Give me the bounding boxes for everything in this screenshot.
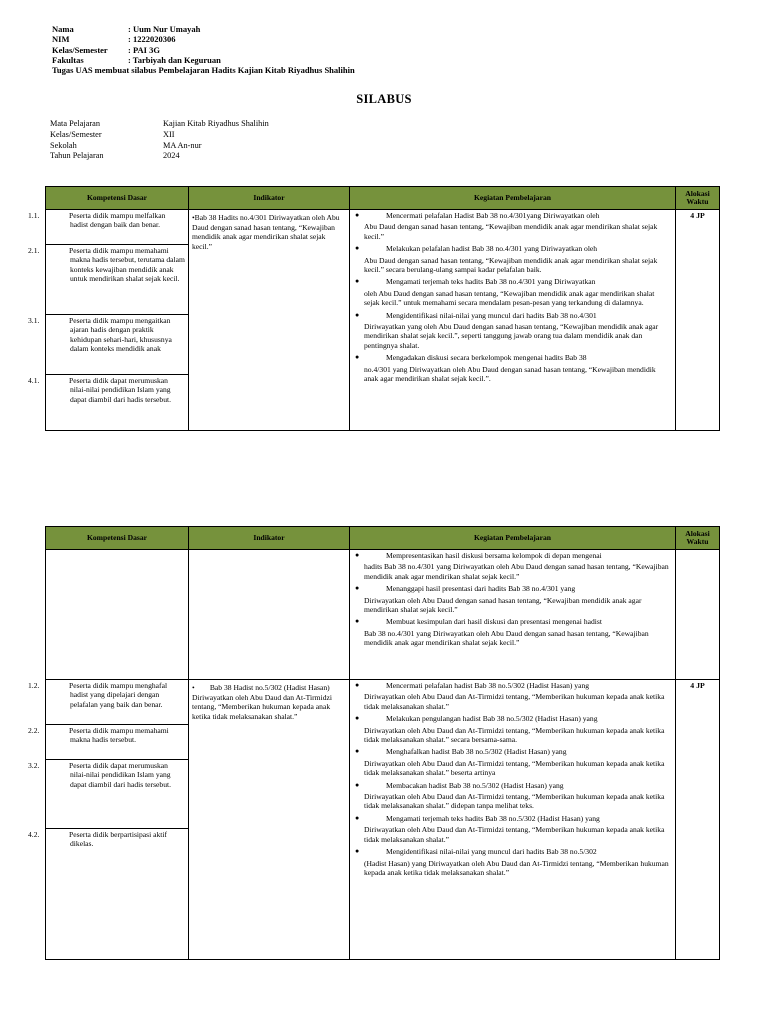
kegiatan-cell — [350, 680, 676, 960]
col-alokasi: Alokasi Waktu — [676, 527, 720, 550]
kd-item: 1.2. Peserta didik mampu menghafal hadist yang dipelajari dengan pelafalan yang baik dan benar. — [46, 680, 188, 725]
info-row: Tahun Pelajaran 2024 — [50, 151, 180, 161]
bullet-icon: ● — [355, 244, 360, 253]
kegiatan-cell — [350, 550, 676, 680]
indikator-cell: •Bab 38 Hadits no.4/301 Diriwayatkan oleh Abu Daud dengan sanad hasan tentang, “Kewajiban mendidik anak agar mendirikan shalat sejak kecil.” — [189, 210, 350, 431]
kd-item: 3.2. Peserta didik dapat merumuskan nilai-nilai pendidikan Islam yang dapat diambil dari hadis tersebut. — [46, 760, 188, 829]
col-alokasi: Alokasi Waktu — [676, 187, 720, 210]
kegiatan-item: ● Mempresentasikan hasil diskusi bersama kelompok di depan mengenai hadits Bab 38 no.4/301 yang Diriwayatkan oleh Abu Daud dengan sanad hasan tentang, “Kewajiban mendidik anak agar mendirikan shalat sejak kecil.” — [355, 551, 669, 581]
indikator-cell — [189, 550, 350, 680]
alokasi-cell: 4 JP — [676, 210, 720, 431]
col-kegiatan: Kegiatan Pembelajaran — [350, 527, 676, 550]
header-row: Nama : Uum Nur Umayah — [52, 24, 201, 34]
header-row: Kelas/Semester : PAI 3G — [52, 44, 160, 55]
bullet-icon: ● — [355, 714, 360, 723]
kegiatan-item: ● Melakukan pelafalan hadist Bab 38 no.4/301 yang Diriwayatkan oleh Abu Daud dengan sanad hasan tentang, “Kewajiban mendidik anak agar mendirikan shalat sejak kecil.” secara berulang-ulang sampai kadar pelafalan baik. — [355, 244, 658, 275]
bullet-icon: ● — [355, 353, 360, 362]
kd-item: 2.2. Peserta didik mampu memahami makna hadis tersebut. — [46, 725, 188, 760]
indikator-cell: • Bab 38 Hadist no.5/302 (Hadist Hasan) Diriwayatkan oleh Abu Daud dan At-Tirmidzi tentang, “Memberikan hukuman kepada anak ketika tidak melaksanakan shalat.” — [189, 680, 350, 960]
kegiatan-item: ● Membacakan hadist Bab 38 no.5/302 (Hadist Hasan) yang Diriwayatkan oleh Abu Daud dan At-Tirmidzi tentang, “Memberikan hukuman kepada anak ketika tidak melaksanakan shalat.” didepan tanpa melihat teks. — [355, 780, 665, 811]
kd-item: 4.1. Peserta didik dapat merumuskan nilai-nilai pendidikan Islam yang dapat diambil dari hadis tersebut. — [28, 376, 172, 404]
table-header-row — [46, 527, 720, 550]
kegiatan-cell — [350, 210, 676, 431]
kompetensi-cell — [28, 210, 189, 431]
bullet-icon: ● — [355, 617, 360, 626]
kegiatan-item: ● Melakukan pengulangan hadist Bab 38 no.5/302 (Hadist Hasan) yang Diriwayatkan oleh Abu Daud dan At-Tirmidzi tentang, “Memberikan hukuman kepada anak ketika tidak melaksanakan shalat.” secara bersama-sama. — [355, 714, 665, 745]
bullet-icon: ● — [355, 277, 360, 286]
header-row: NIM : 1222020306 — [52, 34, 176, 45]
alokasi-cell: 4 JP — [676, 680, 720, 960]
kegiatan-item: ● Mengidentifikasi nilai-nilai yang muncul dari hadits Bab 38 no.4/301 Diriwayatkan yang oleh Abu Daud dengan sanad hasan tentang, “Kewajiban mendidik anak agar mendirikan shalat sejak kecil.”, seperti tanggung jawab orang tua dalam mendidik anak dan pentingnya shalat. — [355, 310, 659, 350]
bullet-icon: ● — [355, 211, 360, 219]
kegiatan-item: ● Mengidentifikasi nilai-nilai yang muncul dari hadits Bab 38 no.5/302 (Hadist Hasan) yang Diriwayatkan oleh Abu Daud dan At-Tirmidzi tentang, “Memberikan hukuman kepada anak ketika tidak melaksanakan shalat.” — [355, 847, 669, 877]
kegiatan-item: ● Mengamati terjemah teks hadits Bab 38 no.5/302 (Hadist Hasan) yang Diriwayatkan oleh Abu Daud dan At-Tirmidzi tentang, “Memberikan hukuman kepada anak ketika tidak melaksanakan shalat.” — [355, 813, 665, 844]
info-row: Sekolah MA An-nur — [50, 140, 202, 150]
kegiatan-item: ● Menanggapi hasil presentasi dari hadits Bab 38 no.4/301 yang Diriwayatkan oleh Abu Daud dengan sanad hasan tentang, “Kewajiban mendidik anak agar mendirikan shalat sejak kecil.” — [355, 584, 642, 615]
col-indikator: Indikator — [189, 527, 350, 550]
col-kompetensi: Kompetensi Dasar — [46, 527, 189, 550]
page-title: SILABUS — [356, 92, 412, 106]
bullet-icon: ● — [355, 310, 360, 319]
course-info — [50, 119, 269, 162]
kd-item: 2.1. Peserta didik mampu memahami makna hadis tersebut, terutama dalam konteks kewajiban mendidik anak untuk mendirikan shalat sejak kecil. — [46, 245, 188, 315]
col-indikator: Indikator — [189, 187, 350, 210]
kegiatan-item: ● Membuat kesimpulan dari hasil diskusi dan presentasi mengenai hadist Bab 38 no.4/301 yang Diriwayatkan oleh Abu Daud dengan sanad hasan tentang, “Kewajiban mendidik anak agar mendirikan shalat sejak kecil.” — [355, 617, 649, 648]
bullet-icon: ● — [355, 551, 360, 559]
kegiatan-item: ● Mengadakan diskusi secara berkelompok mengenai hadits Bab 38 no.4/301 yang Diriwayatkan oleh Abu Daud dengan sanad hasan tentang, “Kewajiban mendidik anak agar mendirikan shalat sejak kecil.”. — [355, 353, 656, 384]
col-kegiatan: Kegiatan Pembelajaran — [350, 187, 676, 210]
student-header — [52, 24, 355, 75]
kegiatan-item: ● Mencermati pelafalan hadist Bab 38 no.5/302 (Hadist Hasan) yang Diriwayatkan oleh Abu Daud dan At-Tirmidzi tentang, “Memberikan hukuman kepada anak ketika tidak melaksanakan shalat.” — [355, 681, 665, 711]
kd-item: 1.1. Peserta didik mampu melfalkan hadist dengan baik dan benar. — [46, 210, 188, 245]
col-kompetensi: Kompetensi Dasar — [46, 187, 189, 210]
kegiatan-item: ● Menghafalkan hadist Bab 38 no.5/302 (Hadist Hasan) yang Diriwayatkan oleh Abu Daud dan At-Tirmidzi tentang, “Memberikan hukuman kepada anak ketika tidak melaksanakan shalat.” beserta artinya — [355, 747, 665, 778]
table-row — [46, 210, 720, 431]
kd-item: 4.2. Peserta didik berpartisipasi aktif dikelas. — [28, 830, 168, 849]
kegiatan-item: ● Mencermati pelafalan Hadist Bab 38 no.4/301yang Diriwayatkan oleh Abu Daud dengan sanad hasan tentang, “Kewajiban mendidik anak agar mendirikan shalat sejak kecil.” — [355, 211, 658, 241]
alokasi-cell — [676, 550, 720, 680]
table-row — [46, 680, 720, 960]
info-row: Kelas/Semester XII — [50, 129, 175, 139]
table-row — [46, 550, 720, 680]
bullet-icon: ● — [355, 813, 360, 822]
syllabus-table-1 — [28, 186, 720, 431]
bullet-icon: ● — [355, 847, 360, 856]
info-row: Mata Pelajaran Kajian Kitab Riyadhus Shalihin — [50, 119, 269, 128]
table-header-row — [46, 187, 720, 210]
bullet-icon: ● — [355, 747, 360, 756]
syllabus-table-2 — [28, 526, 720, 960]
task-title: Tugas UAS membuat silabus Pembelajaran Hadits Kajian Kitab Riyadhus Shalihin — [52, 65, 355, 76]
bullet-icon: ● — [355, 681, 360, 689]
bullet-icon: ● — [355, 780, 360, 789]
kegiatan-item: ● Mengamati terjemah teks hadits Bab 38 no.4/301 yang Diriwayatkan oleh Abu Daud dengan sanad hasan tentang, “Kewajiban mendidik anak agar mendirikan shalat sejak kecil.” untuk memahami secara mendalam pesan-pesan yang terkandung di dalamnya. — [355, 277, 655, 308]
kompetensi-cell — [28, 680, 189, 960]
kompetensi-cell — [46, 550, 189, 680]
header-row: Fakultas : Tarbiyah dan Keguruan — [52, 54, 221, 65]
bullet-icon: ● — [355, 584, 360, 593]
kd-item: 3.1. Peserta didik mampu mengaitkan ajaran hadis dengan praktik kehidupan sehari-hari, khususnya dalam konteks mendidik anak — [46, 315, 188, 375]
